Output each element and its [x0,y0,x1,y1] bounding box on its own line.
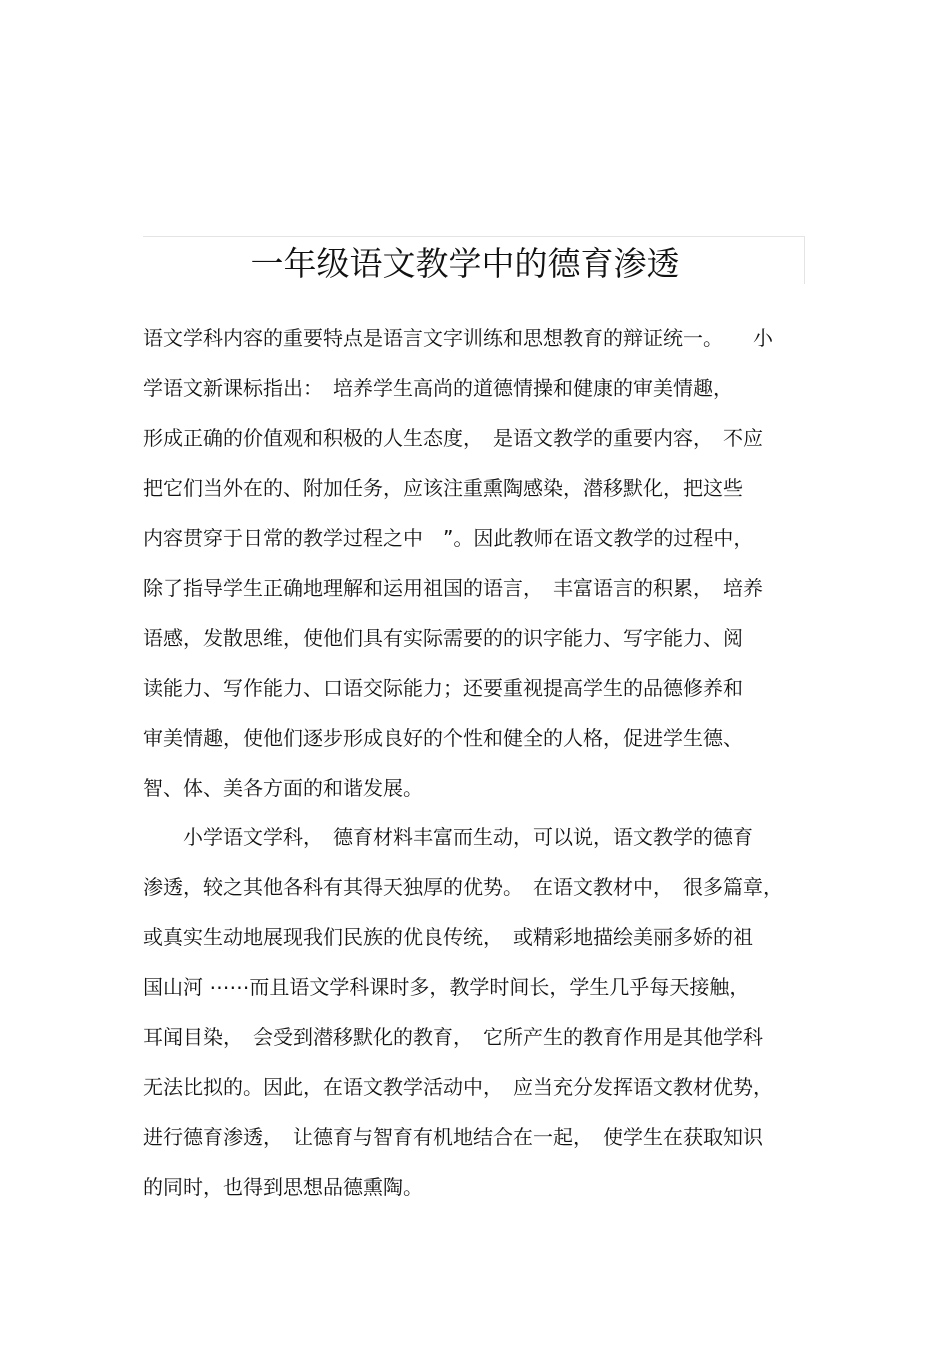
paragraph-line: 学语文新课标指出： 培养学生高尚的道德情操和健康的审美情趣， [143,376,733,400]
paragraph-line: 审美情趣，使他们逐步形成良好的个性和健全的人格，促进学生德、 [143,726,743,750]
paragraph-line: 语感，发散思维，使他们具有实际需要的的识字能力、写字能力、阅 [143,626,743,650]
paragraph-line: 耳闻目染， 会受到潜移默化的教育， 它所产生的教育作用是其他学科 [143,1025,763,1049]
paragraph-line: 形成正确的价值观和积极的人生态度， 是语文教学的重要内容， 不应 [143,426,763,450]
paragraph-line: 除了指导学生正确地理解和运用祖国的语言， 丰富语言的积累， 培养 [143,576,763,600]
paragraph-line: 小学语文学科， 德育材料丰富而生动，可以说，语文教学的德育 [143,825,753,849]
title-side-rule [804,236,805,284]
paragraph-line: 进行德育渗透， 让德育与智育有机地结合在一起， 使学生在获取知识 [143,1125,763,1149]
paragraph-line: 内容贯穿于日常的教学过程之中 ”。因此教师在语文教学的过程中， [143,526,754,550]
paragraph-line: 无法比拟的。因此，在语文教学活动中， 应当充分发挥语文教材优势， [143,1075,773,1099]
paragraph-line: 渗透，较之其他各科有其得天独厚的优势。 在语文教材中， 很多篇章， [143,875,783,899]
paragraph-line: 或真实生动地展现我们民族的优良传统， 或精彩地描绘美丽多娇的祖 [143,925,753,949]
paragraph-line: 语文学科内容的重要特点是语言文字训练和思想教育的辩证统一。 小 [143,326,773,350]
paragraph-line: 的同时，也得到思想品德熏陶。 [143,1175,423,1199]
document-title: 一年级语文教学中的德育渗透 [250,244,680,283]
paragraph-line: 国山河 ⋯⋯而且语文学科课时多，教学时间长，学生几乎每天接触， [143,975,750,999]
paragraph-line: 读能力、写作能力、口语交际能力；还要重视提高学生的品德修养和 [143,676,743,700]
paragraph-line: 智、体、美各方面的和谐发展。 [143,776,423,800]
paragraph-line: 把它们当外在的、附加任务，应该注重熏陶感染，潜移默化，把这些 [143,476,743,500]
title-divider [143,236,805,237]
